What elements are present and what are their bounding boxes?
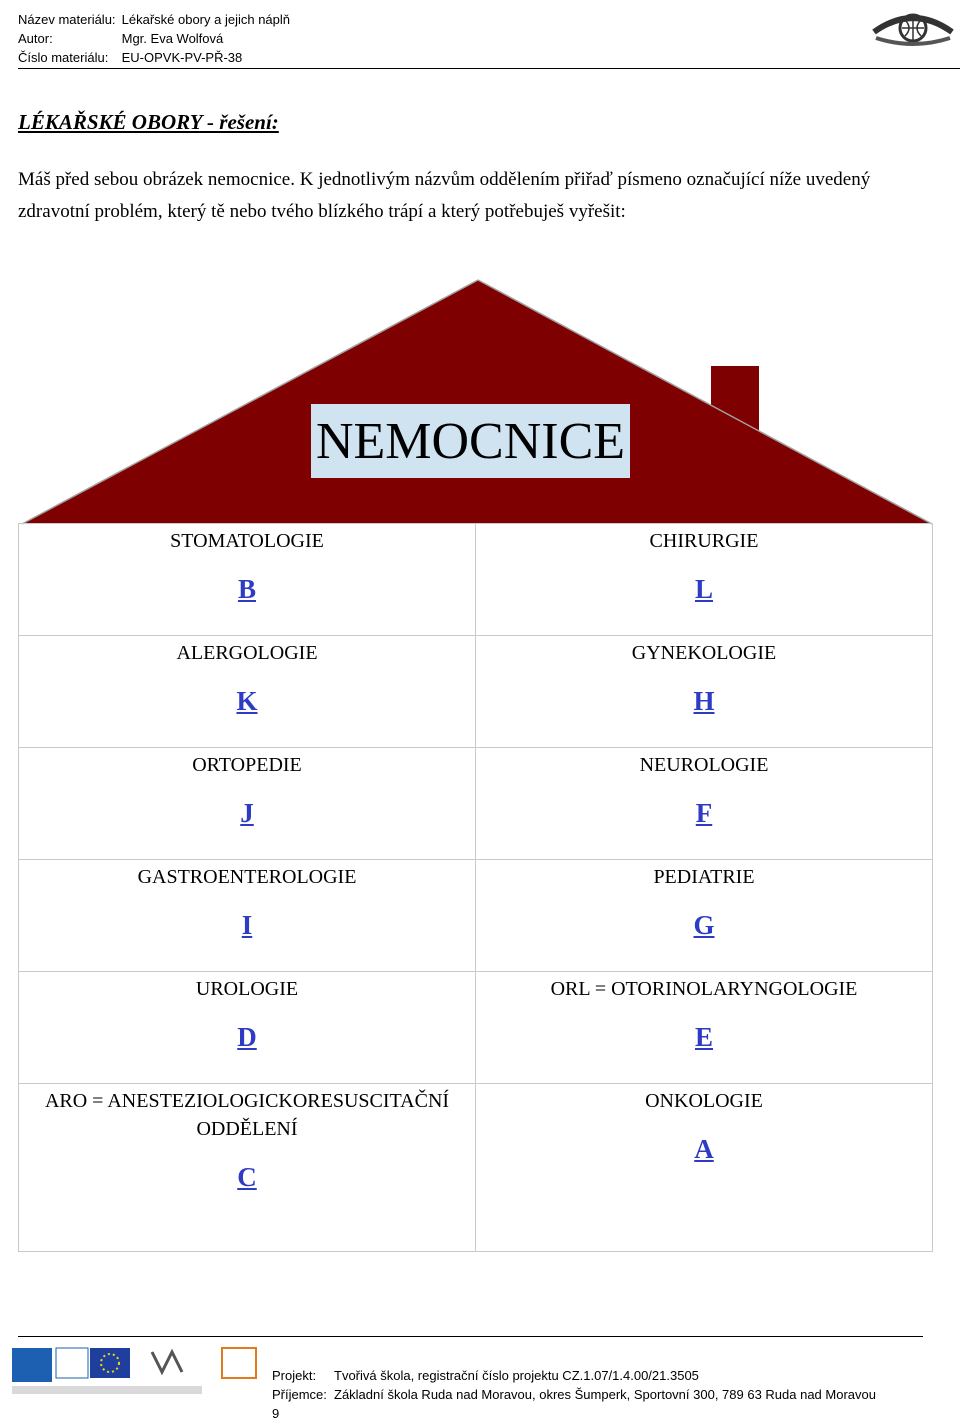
- department-table: [18, 523, 933, 1252]
- department-cell: [19, 751, 475, 827]
- department-name: ALERGOLOGIE: [176, 642, 318, 664]
- department-cell: [19, 639, 475, 715]
- page-title: LÉKAŘSKÉ OBORY - řešení:: [18, 110, 279, 134]
- department-cell: [476, 975, 932, 1051]
- department-answer[interactable]: E: [694, 1022, 713, 1052]
- department-answer[interactable]: K: [236, 686, 258, 716]
- department-name: NEUROLOGIE: [639, 754, 769, 776]
- eu-funding-logos-icon: [12, 1344, 262, 1396]
- intro-paragraph: Máš před sebou obrázek nemocnice. K jednotlivým názvům oddělením přiřaď písmeno označující níže uvedený zdravotní problém, který tě nebo tvého blízkého trápí a který potřebuješ vyřešit:: [18, 169, 871, 222]
- department-answer[interactable]: G: [693, 910, 715, 940]
- footer-label: Příjemce:: [272, 1387, 327, 1402]
- footer-value: Základní škola Ruda nad Moravou, okres Šumperk, Sportovní 300, 789 63 Ruda nad Moravou: [334, 1387, 876, 1402]
- department-cell: [476, 1087, 932, 1163]
- row-divider: [19, 971, 932, 972]
- department-answer[interactable]: D: [237, 1022, 257, 1052]
- department-cell: [19, 527, 475, 603]
- department-name: GASTROENTEROLOGIE: [137, 866, 357, 888]
- header-label: Autor:: [18, 31, 53, 46]
- hospital-roof: [0, 276, 960, 528]
- department-cell: [19, 863, 475, 939]
- page-number: 9: [272, 1406, 280, 1421]
- department-answer[interactable]: B: [237, 574, 256, 604]
- row-divider: [19, 747, 932, 748]
- department-answer[interactable]: L: [694, 574, 713, 604]
- row-divider: [19, 1083, 932, 1084]
- department-cell: [476, 751, 932, 827]
- department-cell: [476, 863, 932, 939]
- header-value: Lékařské obory a jejich náplň: [121, 12, 291, 27]
- header-row-author: [18, 29, 290, 48]
- row-divider: [19, 635, 932, 636]
- department-name: ORTOPEDIE: [192, 754, 302, 776]
- header-divider: [18, 68, 960, 69]
- department-name: GYNEKOLOGIE: [631, 642, 777, 664]
- department-name: ARO = ANESTEZIOLOGICKORESUSCITAČNÍ ODDĚLENÍ: [44, 1090, 450, 1140]
- header-label: Název materiálu:: [18, 12, 116, 27]
- header-row-title: [18, 10, 290, 29]
- department-answer[interactable]: H: [693, 686, 715, 716]
- department-name: ORL = OTORINOLARYNGOLOGIE: [550, 978, 858, 1000]
- document-footer: [272, 1366, 876, 1423]
- footer-divider: [18, 1336, 923, 1337]
- department-answer[interactable]: A: [694, 1134, 714, 1164]
- department-answer[interactable]: J: [240, 798, 254, 828]
- hospital-sign: NEMOCNICE: [311, 404, 630, 478]
- department-answer[interactable]: C: [237, 1162, 257, 1192]
- school-logo-icon: [868, 2, 958, 50]
- row-divider: [19, 859, 932, 860]
- department-cell: [19, 975, 475, 1051]
- header-label: Číslo materiálu:: [18, 50, 109, 65]
- chimney: [711, 366, 759, 446]
- department-cell: [39, 1087, 455, 1191]
- footer-project: [272, 1366, 876, 1385]
- department-name: CHIRURGIE: [649, 530, 759, 552]
- department-cell: [476, 639, 932, 715]
- footer-recipient: [272, 1385, 876, 1404]
- department-answer[interactable]: F: [695, 798, 713, 828]
- department-name: ONKOLOGIE: [645, 1090, 763, 1112]
- department-name: UROLOGIE: [195, 978, 299, 1000]
- header-value: Mgr. Eva Wolfová: [121, 31, 224, 46]
- department-cell: [476, 527, 932, 603]
- roof-shape: [22, 280, 932, 524]
- department-name: PEDIATRIE: [653, 866, 755, 888]
- document-header: [18, 10, 290, 67]
- department-name: STOMATOLOGIE: [170, 530, 324, 552]
- header-value: EU-OPVK-PV-PŘ-38: [121, 50, 243, 65]
- footer-label: Projekt:: [272, 1368, 317, 1383]
- department-answer[interactable]: I: [241, 910, 253, 940]
- footer-value: Tvořivá škola, registrační číslo projektu CZ.1.07/1.4.00/21.3505: [334, 1368, 699, 1383]
- header-row-number: [18, 48, 290, 67]
